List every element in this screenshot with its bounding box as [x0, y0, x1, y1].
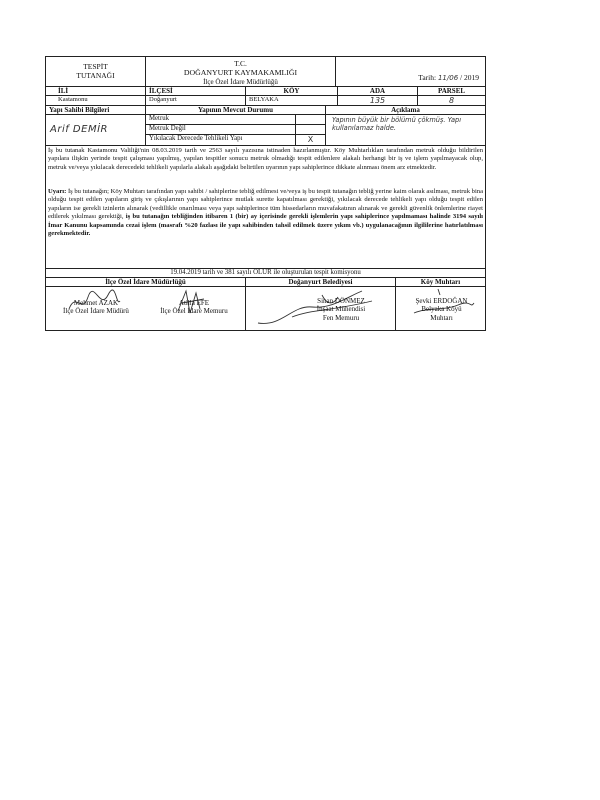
value-ada: 135	[338, 96, 418, 105]
location-values-row	[46, 96, 485, 106]
status-option-tehlikeli: Yıkılacak Derecede Tehlikeli Yapı	[146, 135, 296, 145]
date-year: / 2019	[460, 73, 479, 83]
value-il: Kastamonu	[46, 96, 146, 105]
signature-erdogan: Şevki ERDOĞAN Belyaka Köyü Muhtarı	[415, 297, 468, 322]
signature-efe: Atilla EFE İlçe Özel İdare Memuru	[160, 299, 228, 316]
signature-header-row	[46, 278, 485, 287]
sig-cell-belediye	[246, 287, 396, 330]
owner-name-handwritten: Arif DEMİR	[50, 124, 108, 135]
header-mudurluk: İlçe Özel İdare Müdürlüğü	[203, 77, 278, 86]
commission-text: 19.04.2019 tarih ve 381 sayılı OLUR ile oluşturulan tespit komisyonu	[170, 269, 361, 276]
note-cell	[326, 115, 485, 145]
status-options-cell	[146, 115, 326, 145]
commission-row	[46, 269, 485, 278]
header-tc: T.C.	[234, 59, 247, 68]
col-ada: ADA	[338, 87, 418, 95]
sig-header-muhtar: Köy Muhtarı	[420, 278, 461, 286]
tespit-tutanagi-document	[45, 56, 486, 331]
value-koy: BELYAKA	[246, 96, 338, 105]
body-paragraph-2	[48, 188, 483, 239]
body-paragraph-1: İş bu tutanak Kastamonu Valiliği'nin 08.03.2019 tarih ve 2563 sayılı yazısına istinaden hazırlanmıştır. Köy Muhtarlıkları tarafından metruk olduğu bildirilen yapılara ilişkin yerinde tespit çalışması yapılmış, yapılan tespitler sonucu metruk olmadığı tespit edilenlere alakalı herhangi bir iş ve işlem yapılmayacak olup, metruk ve/veya yıkılacak derecedeki tehlikeli yapılarla alakalı aşağıdaki belirtilen uyarının yapı sahiplerince dikkate alınması önem arz etmektedir.	[48, 147, 483, 171]
header-date-cell	[336, 57, 485, 86]
status-check-2	[296, 125, 326, 135]
col-il: İLİ	[46, 87, 146, 95]
warning-label: Uyarı:	[48, 188, 67, 195]
col-parsel: PARSEL	[437, 87, 466, 95]
header-left	[46, 57, 146, 86]
sig-header-idare: İlçe Özel İdare Müdürlüğü	[46, 278, 246, 286]
date-label: Tarih:	[418, 73, 437, 83]
header-kaymakamlik: DOĞANYURT KAYMAKAMLIĞI	[183, 67, 298, 77]
col-koy: KÖY	[246, 87, 338, 95]
sig-header-belediye: Doğanyurt Belediyesi	[246, 278, 396, 286]
signature-azak: Mehmet AZAK İlçe Özel İdare Müdürü	[63, 299, 129, 316]
document-header	[46, 57, 485, 87]
warning-bold-text: iş bu tutanağın tebliğinden itibaren 1 (bir) ay içerisinde gerekli işlemlerin yapı sahiplerince yapılmaması halinde 3194 sayılı İmar Kanunu kapsamında cezai işlem (masrafı %20 fazlası ile yapı sahibinden tahsil edilmek üzere yıkım vb.) uygulanacağının ilgililerine hatırlatılması	[48, 213, 483, 229]
warning-end-text: gerekmektedir.	[48, 230, 91, 238]
header-left-line1: TESPİT	[83, 62, 108, 71]
status-check-mark: X	[296, 135, 326, 145]
owner-body-row	[46, 115, 485, 146]
signature-donmez: Sinan DÖNMEZ İnşaat Mühendisi Fen Memuru	[316, 297, 366, 322]
note-col-header: Açıklama	[391, 106, 420, 114]
value-parsel: 8	[448, 96, 455, 105]
sig-cell-muhtar	[396, 287, 485, 330]
status-option-metruk-degil: Metruk Değil	[146, 125, 296, 135]
status-option-metruk: Metruk	[146, 115, 296, 125]
owner-name-cell	[46, 115, 146, 145]
status-col-header: Yapının Mevcut Durumu	[146, 106, 326, 114]
owner-col-header: Yapı Sahibi Bilgileri	[46, 106, 146, 114]
warning-text: İş bu tutanağın; Köy Muhtarı tarafından yapı sahibi / sahiplerine tebliğ edilmesi ve/veya iş bu tespit tutanağın tebliğ yerine kaim olarak asılması, metruk bina olduğu tespit edilen yapıların giriş ve çıkışlarının yapı sahiplerince mutlak surette kapatılması gerektiği, yıkılacak derecede tehlikeli yapı olduğu tespit edilen yapıların ise gerekli izinlerin alınarak (vedillikle onarılması veya yapı sahiplerince tüm hissedarların muvafakatının alınarak ve gerekli güvenlik önlemlerine riayet edilerek yıkılması gerektiği,	[48, 188, 483, 221]
owner-header-row	[46, 106, 485, 115]
sig-cell-idare	[46, 287, 246, 330]
location-header-row	[46, 87, 485, 96]
status-check-1	[296, 115, 326, 125]
body-text-row	[46, 146, 485, 269]
signatures-row	[46, 287, 485, 330]
date-handwritten: 11/06	[437, 74, 459, 83]
header-center	[146, 57, 336, 86]
value-ilce: Doğanyurt	[146, 96, 246, 105]
col-ilce: İLÇESİ	[146, 87, 246, 95]
header-left-line2: TUTANAĞI	[76, 70, 115, 80]
note-handwritten: Yapının büyük bir bölümü çökmüş. Yapı kullanılamaz halde.	[332, 116, 462, 133]
